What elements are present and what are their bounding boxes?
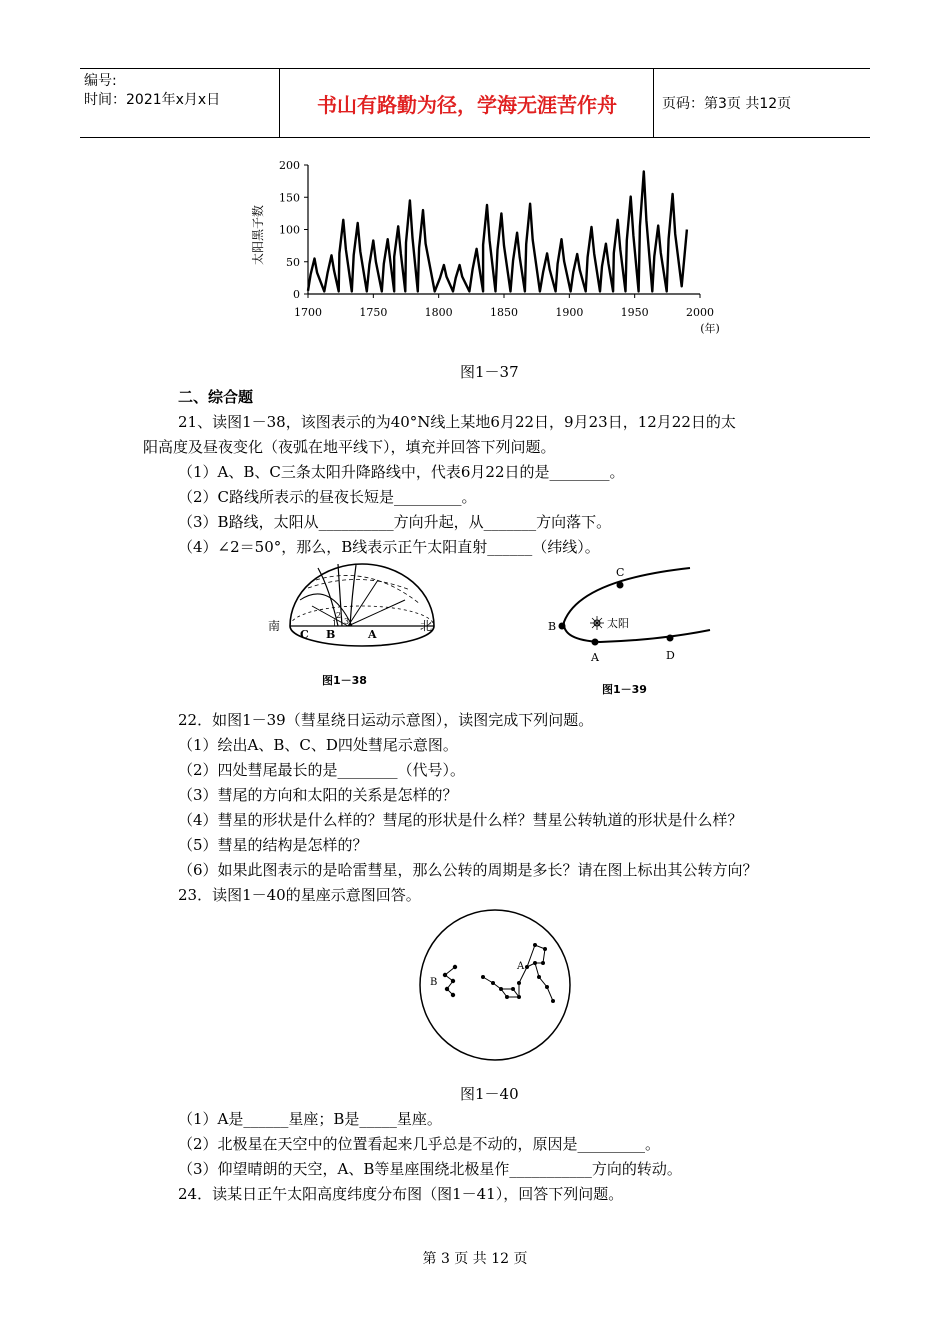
x-tick-label: 1700 bbox=[294, 306, 322, 319]
q21-sub1: （1）A、B、C三条太阳升降路线中，代表6月22日的是________。 bbox=[178, 463, 625, 481]
y-tick-label: 150 bbox=[279, 191, 300, 205]
sunspot-chart-plot bbox=[279, 159, 714, 319]
sun-icon bbox=[590, 616, 604, 630]
star bbox=[537, 975, 541, 979]
star bbox=[533, 943, 537, 947]
q21-sub4: （4）∠2＝50°，那么，B线表示正午太阳直射______（纬线）。 bbox=[178, 538, 600, 556]
comet-c-label: C bbox=[616, 566, 625, 579]
y-tick-label: 100 bbox=[279, 223, 300, 237]
y-tick-label: 200 bbox=[279, 159, 300, 172]
section-title: 二、综合题 bbox=[178, 388, 254, 406]
q21-line1: 21、读图1－38，该图表示的为40°N线上某地6月22日，9月23日，12月22日的太 bbox=[178, 413, 736, 431]
y-tick-label: 0 bbox=[293, 288, 300, 301]
path-b-label: B bbox=[326, 628, 336, 641]
page-footer: 第 3 页 共 12 页 bbox=[422, 1251, 528, 1267]
q23-intro: 23．读图1－40的星座示意图回答。 bbox=[178, 886, 421, 904]
time-label: 时间：2021年x月x日 bbox=[84, 92, 221, 108]
star bbox=[511, 987, 515, 991]
star bbox=[443, 973, 447, 977]
y-tick-label: 50 bbox=[286, 255, 300, 269]
q23-sub3: （3）仰望晴朗的天空，A、B等星座围绕北极星作___________方向的转动。 bbox=[178, 1160, 682, 1178]
x-tick-label: 1750 bbox=[359, 306, 388, 319]
orbit-point-b bbox=[559, 623, 566, 630]
star bbox=[505, 995, 509, 999]
constellation-a-label: A bbox=[517, 961, 525, 972]
fig139-caption: 图1－39 bbox=[602, 683, 647, 696]
header-page-info: 页码：第3页 共12页 bbox=[662, 96, 792, 112]
header-left bbox=[80, 69, 280, 137]
q24-intro: 24．读某日正午太阳高度纬度分布图（图1－41），回答下列问题。 bbox=[178, 1185, 624, 1203]
south-label: 南 bbox=[268, 619, 281, 633]
fig138-caption: 图1－38 bbox=[322, 674, 367, 687]
comet-orbit-diagram bbox=[540, 560, 720, 700]
angle-1-label: 1 bbox=[332, 619, 338, 628]
x-tick-label: 1800 bbox=[424, 306, 453, 319]
sun-path-diagram bbox=[260, 560, 440, 690]
north-label: 北 bbox=[420, 619, 433, 633]
star bbox=[551, 999, 555, 1003]
path-c-label: C bbox=[300, 628, 309, 641]
q22-intro: 22．如图1－39（彗星绕日运动示意图），读图完成下列问题。 bbox=[178, 711, 594, 729]
star bbox=[533, 961, 537, 965]
comet-d-label: D bbox=[666, 649, 675, 662]
comet-a-label: A bbox=[591, 651, 599, 664]
star bbox=[451, 979, 455, 983]
q22-sub3: （3）彗尾的方向和太阳的关系是怎样的？ bbox=[178, 786, 458, 804]
angle-3-label: 3 bbox=[344, 617, 350, 626]
constellation-diagram bbox=[415, 905, 575, 1065]
star bbox=[451, 993, 455, 997]
serial-label: 编号: bbox=[84, 73, 117, 89]
comet-b-label: B bbox=[548, 620, 557, 633]
angle-2-label: 2 bbox=[336, 611, 342, 620]
x-tick-label: 2000 bbox=[686, 306, 714, 319]
star bbox=[541, 961, 545, 965]
q21-sub3: （3）B路线，太阳从__________方向升起，从_______方向落下。 bbox=[178, 513, 612, 531]
sun-label: 太阳 bbox=[607, 617, 629, 630]
star bbox=[545, 985, 549, 989]
fig137-caption: 图1－37 bbox=[460, 363, 519, 381]
star bbox=[481, 975, 485, 979]
star bbox=[491, 981, 495, 985]
orbit-point-d bbox=[667, 635, 674, 642]
star bbox=[517, 981, 521, 985]
q21-line2: 阳高度及昼夜变化（夜弧在地平线下），填充并回答下列问题。 bbox=[143, 438, 556, 456]
x-tick-label: 1850 bbox=[490, 306, 518, 319]
sunspot-chart bbox=[250, 155, 730, 345]
constellation-b-label: B bbox=[430, 977, 438, 988]
page-header bbox=[80, 68, 870, 138]
sunspot-series-line bbox=[308, 172, 687, 292]
q23-sub1: （1）A是______星座；B是_____星座。 bbox=[178, 1110, 442, 1128]
star bbox=[445, 987, 449, 991]
q22-sub5: （5）彗星的结构是怎样的？ bbox=[178, 836, 368, 854]
chart-xunit: (年) bbox=[700, 322, 720, 335]
x-tick-label: 1950 bbox=[620, 306, 649, 319]
chart-ylabel: 太阳黑子数 bbox=[251, 204, 265, 266]
orbit-point-a bbox=[592, 639, 599, 646]
q22-sub2: （2）四处彗尾最长的是________（代号）。 bbox=[178, 761, 466, 779]
q23-sub2: （2）北极星在天空中的位置看起来几乎总是不动的，原因是_________。 bbox=[178, 1135, 661, 1153]
orbit-point-c bbox=[617, 582, 624, 589]
star bbox=[453, 965, 457, 969]
x-tick-label: 1900 bbox=[555, 306, 584, 319]
fig140-caption: 图1－40 bbox=[460, 1085, 519, 1103]
star bbox=[543, 947, 547, 951]
path-a-label: A bbox=[368, 628, 377, 641]
star bbox=[499, 987, 503, 991]
star bbox=[517, 995, 521, 999]
q21-sub2: （2）C路线所表示的昼夜长短是_________。 bbox=[178, 488, 477, 506]
q22-sub1: （1）绘出A、B、C、D四处彗尾示意图。 bbox=[178, 736, 458, 754]
star bbox=[525, 965, 529, 969]
q22-sub4: （4）彗星的形状是什么样的？彗尾的形状是什么样？彗星公转轨道的形状是什么样？ bbox=[178, 811, 743, 829]
q22-sub6: （6）如果此图表示的是哈雷彗星，那么公转的周期是多长？请在图上标出其公转方向？ bbox=[178, 861, 758, 879]
header-motto: 书山有路勤为径，学海无涯苦作舟 bbox=[281, 69, 654, 137]
